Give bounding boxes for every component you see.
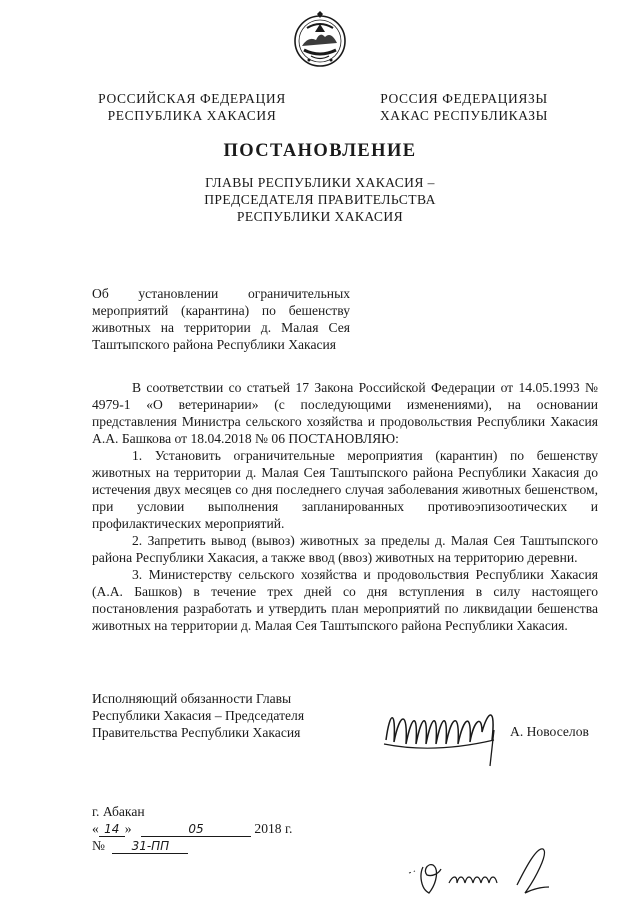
handwritten-initials — [405, 845, 555, 900]
date-day: 14 — [99, 822, 125, 837]
number-value: 31-ПП — [112, 839, 188, 854]
body-item-1: 1. Установить ограничительные мероприятия (карантин) по бешенству животных на территории д. Малая Сея Таштыпского района Республики Хакасия до истечения двух месяцев со дня последнего случая заболевания животных бешенством, при условии выполнения запланированных противоэпизоотических и профилактических мероприятий. — [92, 448, 598, 531]
header-left — [92, 90, 292, 124]
coat-of-arms-icon — [291, 10, 349, 68]
signatory-position-line1: Исполняющий обязанности Главы — [92, 691, 292, 706]
handwritten-signature — [378, 700, 518, 770]
issue-place: г. Абакан — [92, 804, 145, 819]
subtitle-line3: РЕСПУБЛИКИ ХАКАСИЯ — [236, 209, 404, 224]
subtitle-line1: ГЛАВЫ РЕСПУБЛИКИ ХАКАСИЯ – — [205, 175, 435, 190]
signatory-position — [92, 690, 352, 741]
body-item-2: 2. Запретить вывод (вывоз) животных за пределы д. Малая Сея Таштыпского района Республики Хакасия, а также ввод (ввоз) животных на территорию деревни. — [92, 533, 598, 565]
date-month: 05 — [141, 822, 251, 837]
initials-icon — [405, 845, 555, 900]
signature-icon — [378, 700, 518, 770]
number-label: № — [92, 838, 105, 853]
header-right — [378, 90, 550, 124]
signatory-position-line3: Правительства Республики Хакасия — [92, 725, 301, 740]
body-preamble: В соответствии со статьей 17 Закона Российской Федерации от 14.05.1993 № 4979-1 «О ветеринарии» (с последующими изменениями), на основании представления Министра сельского хозяйства и продовольствия Республики Хакасия А.А. Башкова от 18.04.2018 № 06 ПОСТАНОВЛЯЮ: — [92, 380, 598, 446]
header-right-line1: РОССИЯ ФЕДЕРАЦИЯЗЫ — [380, 91, 548, 106]
document-body — [92, 379, 598, 634]
subtitle-line2: ПРЕДСЕДАТЕЛЯ ПРАВИТЕЛЬСТВА — [204, 192, 436, 207]
body-item-3: 3. Министерству сельского хозяйства и продовольствия Республики Хакасия (А.А. Башков) в течение трех дней со дня вступления в силу настоящего постановления разработать и утвердить план мероприятий по ликвидации бешенства животных на территории д. Малая Сея Таштыпского района Республики Хакасия. — [92, 567, 598, 633]
document-caption: Об установлении ограничительных мероприятий (карантина) по бешенству животных на территории д. Малая Сея Таштыпского района Республики Хакасия — [92, 286, 350, 352]
document-title: ПОСТАНОВЛЕНИЕ — [223, 141, 417, 161]
document-number — [92, 837, 188, 854]
signatory-position-line2: Республики Хакасия – Председателя — [92, 708, 305, 723]
date-year: 2018 г. — [254, 821, 293, 836]
coat-of-arms-emblem — [291, 10, 349, 68]
issue-date — [92, 820, 292, 837]
document-subtitle — [0, 174, 640, 225]
signer-name: А. Новоселов — [510, 724, 589, 739]
date-open-quote: « — [92, 821, 99, 836]
header-right-line2: ХАКАС РЕСПУБЛИКАЗЫ — [379, 108, 549, 123]
header-left-line1: РОССИЙСКАЯ ФЕДЕРАЦИЯ — [98, 91, 286, 106]
date-close-quote: » — [124, 821, 132, 836]
header-left-line2: РЕСПУБЛИКА ХАКАСИЯ — [107, 108, 277, 123]
